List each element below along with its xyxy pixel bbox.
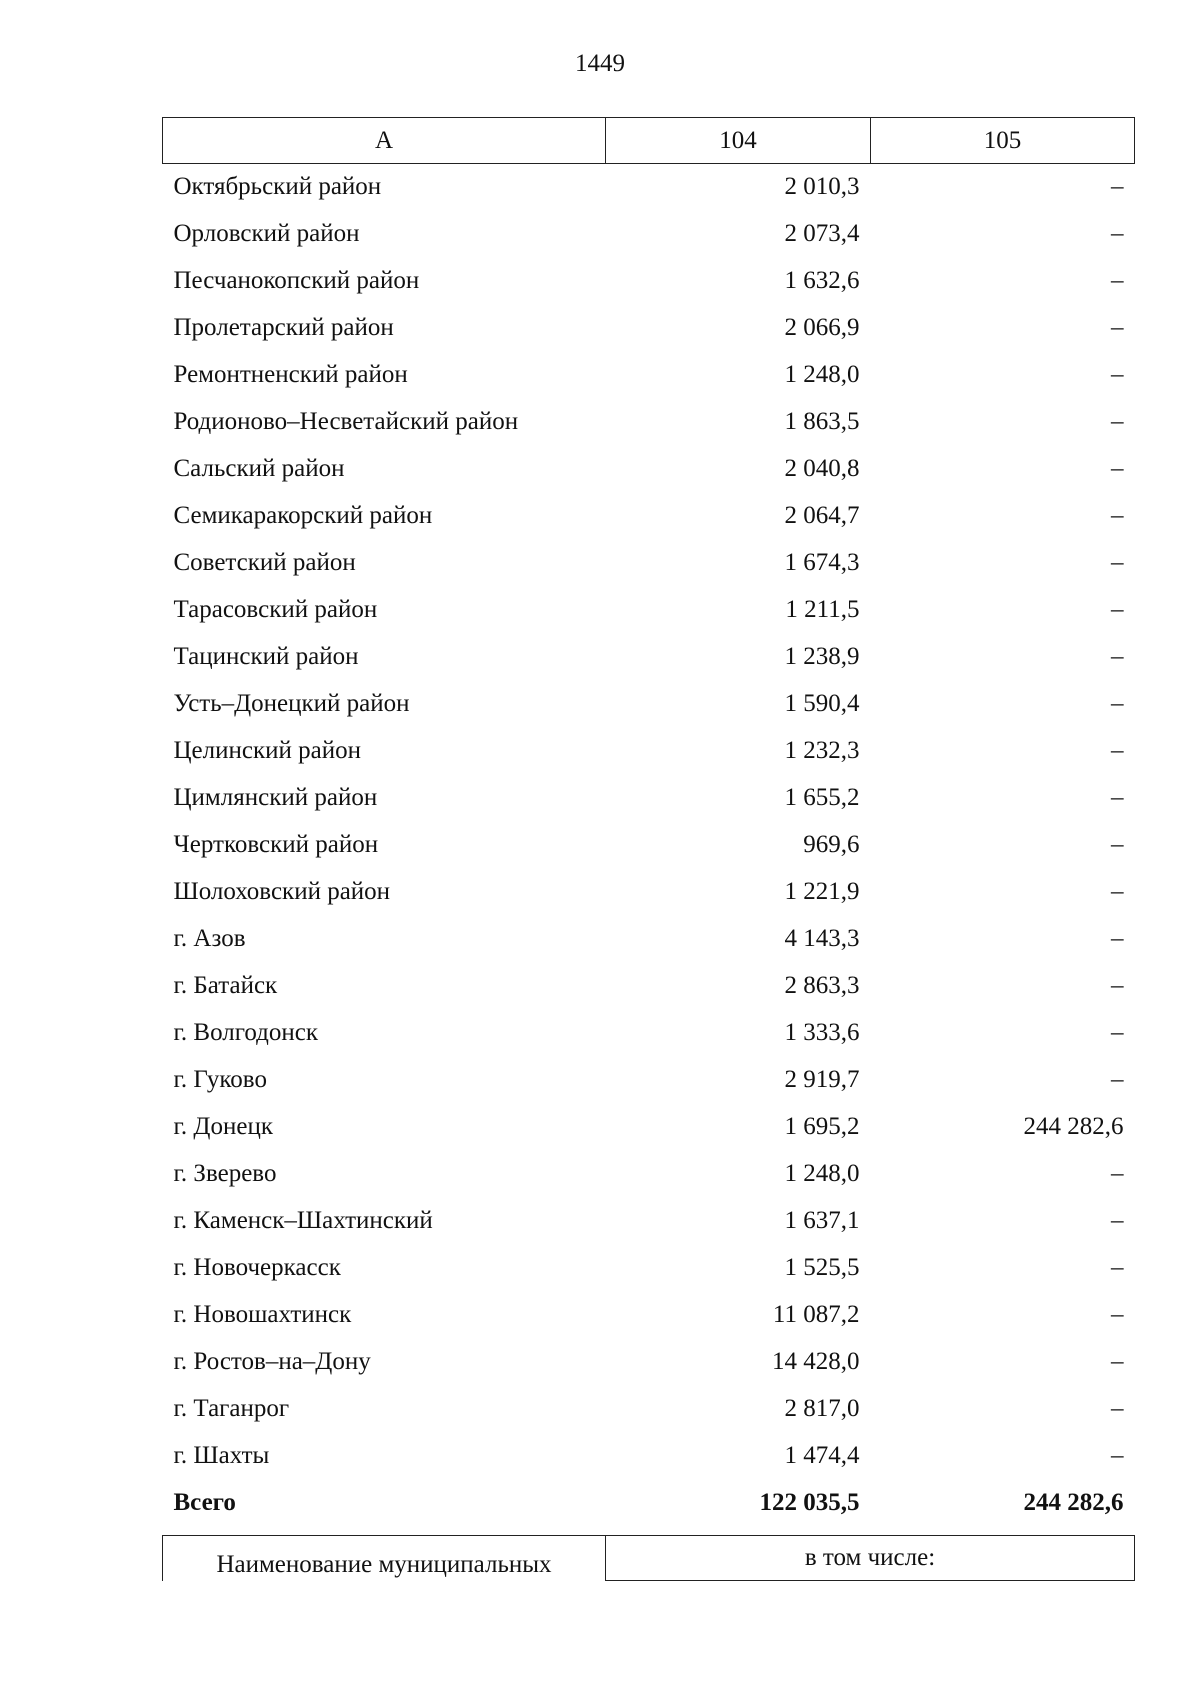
municipality-name: г. Зверево — [173, 1160, 277, 1187]
value-105: – — [1111, 784, 1124, 811]
table-row — [163, 963, 1135, 1010]
data-table — [162, 117, 1135, 1527]
value-105: – — [1111, 1207, 1124, 1234]
value-104: 1 632,6 — [784, 267, 860, 294]
table-row — [163, 822, 1135, 869]
municipality-name: г. Волгодонск — [173, 1019, 319, 1046]
municipal-name-header: Наименование муниципальных — [163, 1536, 606, 1581]
value-104: 1 863,5 — [784, 408, 860, 435]
value-105: – — [1111, 173, 1124, 201]
municipality-name: Семикаракорский район — [173, 502, 433, 529]
value-105: – — [1111, 1395, 1124, 1422]
table-row — [163, 1386, 1135, 1433]
value-104: 1 474,4 — [784, 1442, 860, 1469]
table-row — [163, 728, 1135, 775]
value-105: – — [1111, 549, 1124, 576]
table-row — [163, 916, 1135, 963]
table-row — [163, 634, 1135, 681]
value-105: – — [1111, 361, 1124, 388]
municipality-name: Тарасовский район — [173, 596, 378, 623]
value-105: – — [1111, 1066, 1124, 1093]
value-104: 4 143,3 — [784, 925, 860, 952]
value-104: 1 232,3 — [784, 737, 860, 764]
value-104: 2 010,3 — [784, 173, 860, 201]
value-104: 1 221,9 — [784, 878, 860, 905]
table-row — [163, 164, 1135, 211]
value-104: 2 863,3 — [784, 972, 860, 999]
municipality-name: г. Донецк — [173, 1113, 273, 1140]
municipality-name: г. Азов — [173, 925, 246, 952]
table-row — [163, 211, 1135, 258]
value-104: 2 040,8 — [784, 455, 860, 482]
value-105: – — [1111, 737, 1124, 764]
municipality-name: Шолоховский район — [173, 878, 391, 905]
table-row — [163, 446, 1135, 493]
table-row — [163, 775, 1135, 822]
value-104: 2 817,0 — [784, 1395, 860, 1422]
column-header-105: 105 — [871, 118, 1135, 164]
value-105: – — [1111, 925, 1124, 952]
municipality-name: г. Ростов–на–Дону — [173, 1348, 371, 1375]
value-104: 2 919,7 — [784, 1066, 860, 1093]
value-104: 1 333,6 — [784, 1019, 860, 1046]
table-row — [163, 305, 1135, 352]
value-104: 1 637,1 — [784, 1207, 860, 1234]
value-104: 1 238,9 — [784, 643, 860, 670]
total-label: Всего — [173, 1489, 236, 1516]
value-104: 1 248,0 — [784, 361, 860, 388]
value-105: 244 282,6 — [1023, 1113, 1124, 1140]
total-value-104: 122 035,5 — [759, 1489, 860, 1516]
municipality-name: г. Таганрог — [173, 1395, 290, 1422]
value-104: 969,6 — [803, 831, 860, 858]
table-row — [163, 1198, 1135, 1245]
municipality-name: г. Новочеркасск — [173, 1254, 341, 1281]
value-104: 11 087,2 — [772, 1301, 860, 1328]
value-104: 2 073,4 — [784, 220, 860, 247]
value-105: – — [1111, 220, 1124, 247]
value-105: – — [1111, 972, 1124, 999]
value-105: – — [1111, 267, 1124, 294]
value-104: 1 655,2 — [784, 784, 860, 811]
municipality-name: Тацинский район — [173, 643, 359, 670]
table-row — [163, 352, 1135, 399]
value-104: 1 695,2 — [784, 1113, 860, 1140]
page-number: 1449 — [575, 50, 625, 77]
table-header-row — [163, 118, 1135, 164]
municipality-name: Целинский район — [173, 737, 361, 764]
table-row — [163, 587, 1135, 634]
continuation-header-row — [163, 1536, 1135, 1581]
municipality-name: г. Новошахтинск — [173, 1301, 352, 1328]
value-104: 2 064,7 — [784, 502, 860, 529]
value-105: – — [1111, 314, 1124, 341]
table-row — [163, 399, 1135, 446]
table-row — [163, 681, 1135, 728]
value-105: – — [1111, 455, 1124, 482]
value-105: – — [1111, 1254, 1124, 1281]
including-header: в том числе: — [606, 1536, 1135, 1581]
column-header-a: А — [163, 118, 606, 164]
municipality-name: Песчанокопский район — [173, 267, 420, 294]
table-row — [163, 1433, 1135, 1480]
value-105: – — [1111, 643, 1124, 670]
municipality-name: Октябрьский район — [173, 173, 382, 201]
value-105: – — [1111, 408, 1124, 435]
municipality-name: Пролетарский район — [173, 314, 394, 341]
value-104: 1 590,4 — [784, 690, 860, 717]
value-105: – — [1111, 502, 1124, 529]
value-105: – — [1111, 690, 1124, 717]
table-row — [163, 540, 1135, 587]
value-105: – — [1111, 878, 1124, 905]
table-body — [163, 164, 1135, 1527]
value-105: – — [1111, 1301, 1124, 1328]
value-104: 1 211,5 — [785, 596, 860, 623]
value-104: 1 248,0 — [784, 1160, 860, 1187]
value-104: 2 066,9 — [784, 314, 860, 341]
total-value-105: 244 282,6 — [1023, 1489, 1124, 1516]
table-row — [163, 493, 1135, 540]
table-row — [163, 1104, 1135, 1151]
municipality-name: Ремонтненский район — [173, 361, 408, 388]
column-header-104: 104 — [606, 118, 871, 164]
value-105: – — [1111, 1442, 1124, 1469]
table-row — [163, 258, 1135, 305]
value-104: 1 525,5 — [784, 1254, 860, 1281]
table-row — [163, 1057, 1135, 1104]
table-row — [163, 1339, 1135, 1386]
table-row — [163, 1010, 1135, 1057]
continuation-header — [162, 1535, 1135, 1581]
municipality-name: г. Каменск–Шахтинский — [173, 1207, 433, 1234]
municipality-name: г. Гуково — [173, 1066, 267, 1093]
municipality-name: Родионово–Несветайский район — [173, 408, 519, 435]
value-105: – — [1111, 831, 1124, 858]
value-104: 1 674,3 — [784, 549, 860, 576]
value-105: – — [1111, 1019, 1124, 1046]
table-row — [163, 1151, 1135, 1198]
value-105: – — [1111, 1160, 1124, 1187]
municipality-name: г. Шахты — [173, 1442, 270, 1469]
municipality-name: Цимлянский район — [173, 784, 378, 811]
municipality-name: Орловский район — [173, 220, 360, 247]
total-row — [163, 1480, 1135, 1527]
table-row — [163, 1292, 1135, 1339]
value-105: – — [1111, 1348, 1124, 1375]
municipality-name: Сальский район — [173, 455, 345, 482]
municipality-name: Чертковский район — [173, 831, 379, 858]
value-105: – — [1111, 596, 1124, 623]
municipality-name: Советский район — [173, 549, 356, 576]
table-row — [163, 1245, 1135, 1292]
table-row — [163, 869, 1135, 916]
municipality-name: г. Батайск — [173, 972, 278, 999]
municipality-name: Усть–Донецкий район — [173, 690, 410, 717]
value-104: 14 428,0 — [772, 1348, 860, 1375]
